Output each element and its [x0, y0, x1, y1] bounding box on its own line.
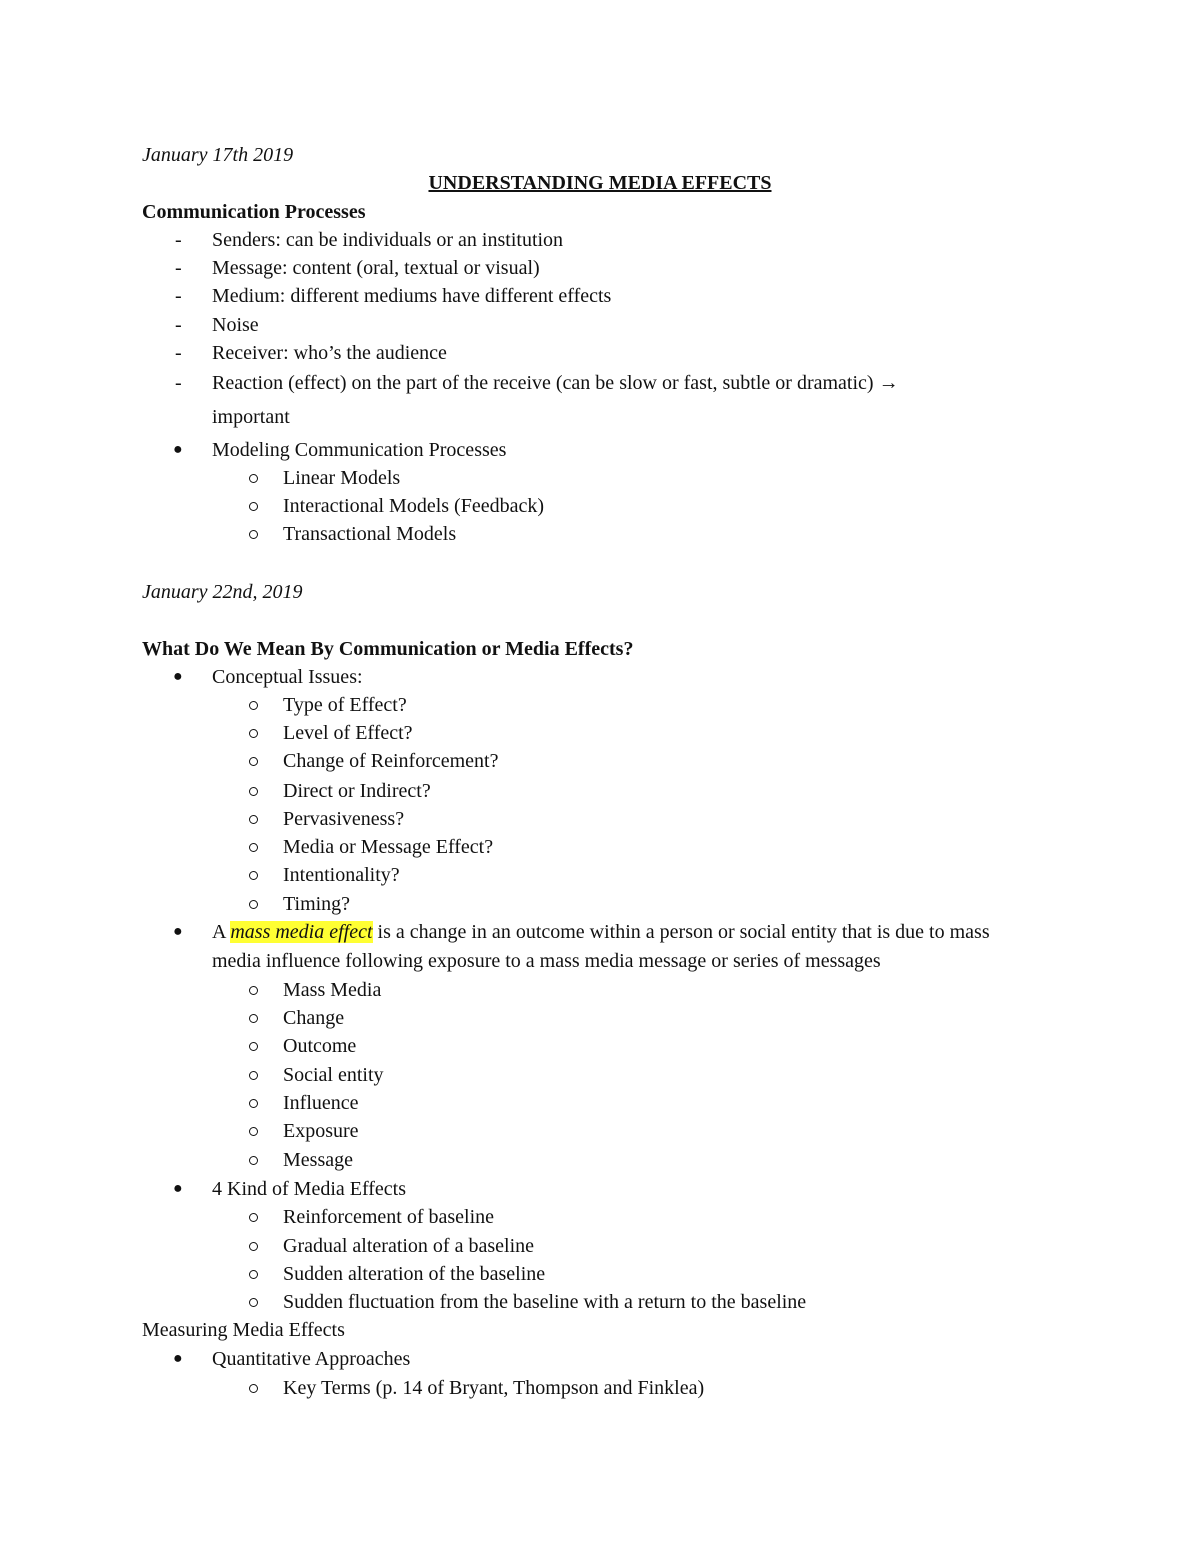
circle-marker	[249, 1071, 258, 1080]
sub-list-item: Interactional Models (Feedback)	[283, 495, 545, 517]
bullet-marker: ●	[173, 1350, 183, 1367]
circle-marker	[249, 1270, 258, 1279]
circle-marker	[249, 757, 258, 766]
sub-list-item: Level of Effect?	[283, 722, 413, 744]
bullet-item-definition	[212, 920, 990, 944]
sub-list-item: Mass Media	[283, 979, 382, 1001]
dash-marker: -	[175, 257, 182, 279]
heading-communication-processes: Communication Processes	[142, 201, 366, 223]
circle-marker	[249, 900, 258, 909]
list-item: Receiver: who’s the audience	[212, 342, 447, 364]
circle-marker	[249, 530, 258, 539]
sub-list-item: Sudden fluctuation from the baseline with a return to the baseline	[283, 1291, 807, 1313]
sub-list-item: Pervasiveness?	[283, 808, 405, 830]
list-item: Medium: different mediums have different effects	[212, 285, 612, 307]
circle-marker	[249, 729, 258, 738]
circle-marker	[249, 701, 258, 710]
circle-marker	[249, 1384, 258, 1393]
sub-list-item: Influence	[283, 1092, 359, 1114]
sub-list-item: Social entity	[283, 1064, 384, 1086]
circle-marker	[249, 986, 258, 995]
bullet-item: Modeling Communication Processes	[212, 439, 507, 461]
circle-marker	[249, 815, 258, 824]
date-january-17: January 17th 2019	[142, 144, 294, 166]
definition-prefix: A	[212, 921, 226, 943]
bullet-marker: ●	[173, 441, 183, 458]
circle-marker	[249, 843, 258, 852]
circle-marker	[249, 502, 258, 511]
circle-marker	[249, 871, 258, 880]
date-january-22: January 22nd, 2019	[142, 581, 303, 603]
list-item-continuation: important	[212, 406, 290, 428]
sub-list-item: Change of Reinforcement?	[283, 750, 499, 772]
list-item: Reaction (effect) on the part of the receive (can be slow or fast, subtle or dramatic) →	[212, 372, 899, 394]
heading-measuring-media-effects: Measuring Media Effects	[142, 1319, 345, 1341]
sub-list-item: Linear Models	[283, 467, 401, 489]
circle-marker	[249, 474, 258, 483]
circle-marker	[249, 1127, 258, 1136]
circle-marker	[249, 1242, 258, 1251]
dash-marker: -	[175, 229, 182, 251]
sub-list-item: Outcome	[283, 1035, 357, 1057]
circle-marker	[249, 1156, 258, 1165]
list-item: Senders: can be individuals or an institution	[212, 229, 564, 251]
list-item: Message: content (oral, textual or visual)	[212, 257, 540, 279]
bullet-item: Quantitative Approaches	[212, 1348, 411, 1370]
circle-marker	[249, 787, 258, 796]
bullet-item: Conceptual Issues:	[212, 666, 363, 688]
dash-marker: -	[175, 372, 182, 394]
definition-text: is a change in an outcome within a person or social entity that is due to mass	[377, 921, 990, 943]
bullet-marker: ●	[173, 923, 183, 940]
sub-list-item: Media or Message Effect?	[283, 836, 494, 858]
sub-list-item: Intentionality?	[283, 864, 400, 886]
sub-list-item: Sudden alteration of the baseline	[283, 1263, 546, 1285]
circle-marker	[249, 1298, 258, 1307]
sub-list-item: Exposure	[283, 1120, 359, 1142]
dash-marker: -	[175, 314, 182, 336]
circle-marker	[249, 1014, 258, 1023]
dash-marker: -	[175, 285, 182, 307]
sub-list-item: Timing?	[283, 893, 351, 915]
heading-media-effects: What Do We Mean By Communication or Media Effects?	[142, 638, 634, 660]
highlighted-term: mass media effect	[230, 921, 373, 943]
sub-list-item: Message	[283, 1149, 353, 1171]
dash-marker: -	[175, 342, 182, 364]
sub-list-item: Direct or Indirect?	[283, 780, 431, 802]
bullet-marker: ●	[173, 668, 183, 685]
list-item: Noise	[212, 314, 259, 336]
sub-list-item: Type of Effect?	[283, 694, 407, 716]
page-title: UNDERSTANDING MEDIA EFFECTS	[428, 172, 772, 194]
circle-marker	[249, 1099, 258, 1108]
circle-marker	[249, 1042, 258, 1051]
sub-list-item: Key Terms (p. 14 of Bryant, Thompson and Finklea)	[283, 1377, 705, 1399]
bullet-item: 4 Kind of Media Effects	[212, 1178, 407, 1200]
sub-list-item: Transactional Models	[283, 523, 457, 545]
circle-marker	[249, 1213, 258, 1222]
sub-list-item: Gradual alteration of a baseline	[283, 1235, 534, 1257]
sub-list-item: Change	[283, 1007, 345, 1029]
bullet-marker: ●	[173, 1180, 183, 1197]
sub-list-item: Reinforcement of baseline	[283, 1206, 495, 1228]
bullet-item-continuation: media influence following exposure to a mass media message or series of messages	[212, 950, 881, 972]
